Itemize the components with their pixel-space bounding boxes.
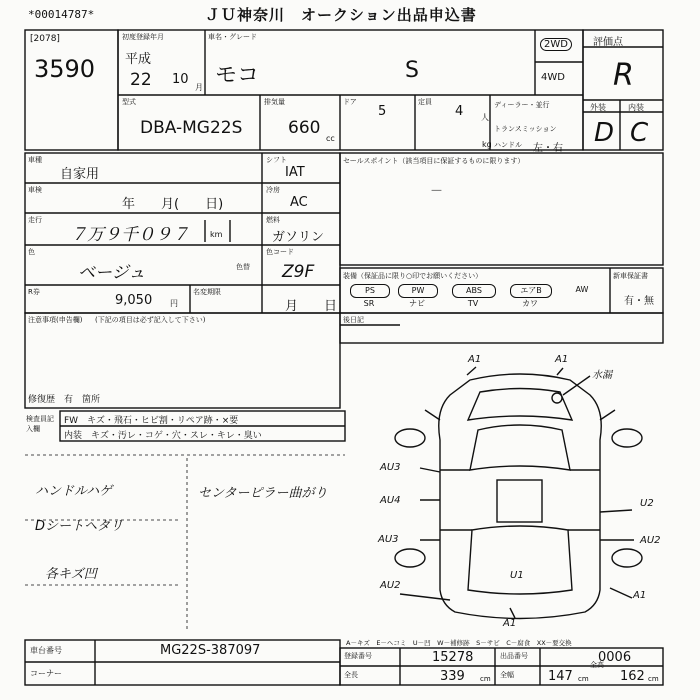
car-name: モコ [215, 63, 260, 88]
equip-pw: PW [398, 284, 438, 298]
sales-point-label: セールスポイント（該当項目に保証するものに限ります） [343, 157, 525, 165]
diagram-label-u2: U2 [640, 498, 654, 509]
reg-number: 15278 [432, 650, 474, 665]
first-reg-label: 初度登録年月 [122, 33, 164, 41]
rating-label: 評価点 [593, 37, 623, 48]
dealer-label: ディーラー・並行 [494, 101, 550, 109]
handle-side: 左・右 [533, 143, 563, 154]
yen-unit: 円 [170, 299, 178, 308]
equip-airbag: エアB [510, 284, 552, 298]
shift: IAT [285, 165, 305, 180]
aircon-label: 冷房 [266, 186, 280, 194]
row-label-2: コーナー [30, 669, 62, 678]
color: ベージュ [78, 263, 146, 283]
drive-4wd: 4WD [541, 72, 565, 83]
cc-unit: cc [326, 134, 335, 143]
height-label: 全高 [590, 661, 604, 669]
color-code-label: 色コード [266, 248, 294, 256]
capacity-unit: 人 [481, 113, 489, 122]
notes-label: 注意事項(申告欄) [28, 316, 83, 324]
chassis-number: MG22S-387097 [160, 643, 261, 658]
lot-number: 3590 [34, 55, 96, 83]
capacity-label: 定員 [418, 98, 432, 106]
notes-sub: (下記の項目は必ず記入して下さい) [95, 316, 206, 324]
name-change-label: 名変期限 [193, 288, 221, 296]
reg-month: 10 [172, 72, 189, 87]
flaw-legend: A－キズ E－ヘコミ U－凹 W－補修跡 S－サビ C－腐食 XX－要交換 [346, 639, 572, 647]
door-label: ドア [343, 98, 357, 106]
drive-2wd: 2WD [540, 38, 572, 51]
auction-code: [2078] [30, 34, 60, 44]
fw-flaws-row: FW キズ・飛石・ヒビ割・リペア跡・×要 [64, 416, 239, 426]
reg-year: 22 [130, 70, 152, 90]
handwritten-scratches: 各キズ凹 [45, 567, 97, 582]
equip-leather: カワ [522, 299, 538, 308]
interior-grade: C [630, 118, 649, 148]
model-label: 型式 [122, 98, 136, 106]
interior-label: 内装 [628, 103, 644, 112]
exterior-label: 外装 [590, 103, 606, 112]
width-value: 147 [548, 669, 573, 684]
fuel: ガソリン [272, 230, 325, 245]
capacity: 4 [455, 104, 464, 119]
diagram-label-a1-right: A1 [555, 354, 569, 365]
door-count: 5 [378, 104, 387, 119]
inspection-date: 年 月( 日) [122, 197, 224, 212]
diagram-label-a1-rear: A1 [503, 618, 517, 629]
exterior-grade: D [594, 118, 615, 148]
km-unit: km [210, 230, 223, 239]
month-unit: 月 [195, 83, 203, 92]
equip-abs: ABS [452, 284, 496, 298]
diagram-label-au4: AU4 [380, 495, 401, 506]
repair-history: 修復歴 有 箇所 [28, 395, 101, 405]
diagram-label-au3-bottom: AU3 [378, 534, 399, 545]
rating-score: R [613, 58, 634, 93]
model-code: DBA-MG22S [140, 118, 243, 138]
handle-label: ハンドル [494, 141, 522, 149]
diagram-label-water: 水漏 [592, 370, 612, 381]
width-label: 全幅 [500, 671, 514, 679]
inspection-label: 車検 [28, 186, 42, 194]
car-grade: S [405, 58, 419, 83]
recycle-amount: 9,050 [115, 293, 153, 308]
diagram-label-au3-top: AU3 [380, 462, 401, 473]
displacement: 660 [288, 118, 321, 138]
diagram-label-au2-right: AU2 [640, 535, 661, 546]
fuel-label: 燃料 [266, 216, 280, 224]
category: 自家用 [60, 167, 100, 182]
length-unit: cm [480, 675, 491, 683]
serial-number: *00014787* [28, 8, 95, 21]
diagram-label-a1-left: A1 [468, 354, 482, 365]
height-value: 162 [620, 669, 645, 684]
sub-number: 0006 [598, 650, 632, 665]
equip-navi: ナビ [409, 299, 425, 308]
diagram-label-u1: U1 [510, 570, 524, 581]
length-value: 339 [440, 669, 465, 684]
chassis-label: 車台番号 [30, 646, 62, 655]
recycle-label: R券 [28, 288, 40, 296]
aircon: AC [290, 195, 308, 210]
kg-unit: kg [482, 140, 492, 149]
color-replace-label: 色替 [236, 263, 250, 271]
shift-label: シフト [266, 156, 287, 164]
car-name-label: 車名・グレード [208, 33, 257, 41]
equip-aw: AW [575, 285, 589, 294]
new-car-warranty-label: 新車保証書 [613, 272, 648, 280]
height-unit: cm [648, 675, 659, 683]
handwritten-pillar-bend: センターピラー曲がり [198, 486, 328, 501]
interior-flaws-row: 内装 キズ・汚レ・コゲ・穴・スレ・キレ・臭い [64, 431, 262, 441]
mileage-label: 走行 [28, 216, 42, 224]
category-label: 車種 [28, 156, 42, 164]
mileage: ７万９千０９７ [70, 225, 189, 245]
color-code: Z9F [282, 262, 315, 282]
equip-ps: PS [350, 284, 390, 298]
new-car-warranty: 有・無 [624, 296, 654, 307]
name-change-date: 月 日 [285, 299, 338, 314]
sales-point-dash: － [430, 184, 444, 199]
inspector-label: 検査員記入欄 [26, 415, 54, 433]
equipment-label: 装備（保証品に限り○印でお願いください） [343, 272, 483, 280]
sub-no-label: 出品番号 [500, 652, 528, 660]
handwritten-seat-sag: Dシートヘタリ [35, 519, 124, 534]
color-label: 色 [28, 248, 35, 256]
diagram-label-slash: A1 [633, 590, 647, 601]
diagram-label-au2-left: AU2 [380, 580, 401, 591]
length-label: 全長 [344, 671, 358, 679]
displacement-label: 排気量 [264, 98, 285, 106]
form-title: ＪＵ神奈川 オークション出品申込書 [205, 6, 477, 24]
after-notes-label: 後日記 [343, 316, 364, 324]
equip-tv: TV [467, 299, 479, 308]
width-unit: cm [578, 675, 589, 683]
transmission-label: トランスミッション [494, 125, 557, 133]
era: 平成 [125, 52, 152, 67]
reg-no-label: 登録番号 [344, 652, 372, 660]
equip-sr: SR [363, 299, 375, 308]
handwritten-steering-wear: ハンドルハゲ [35, 484, 113, 499]
